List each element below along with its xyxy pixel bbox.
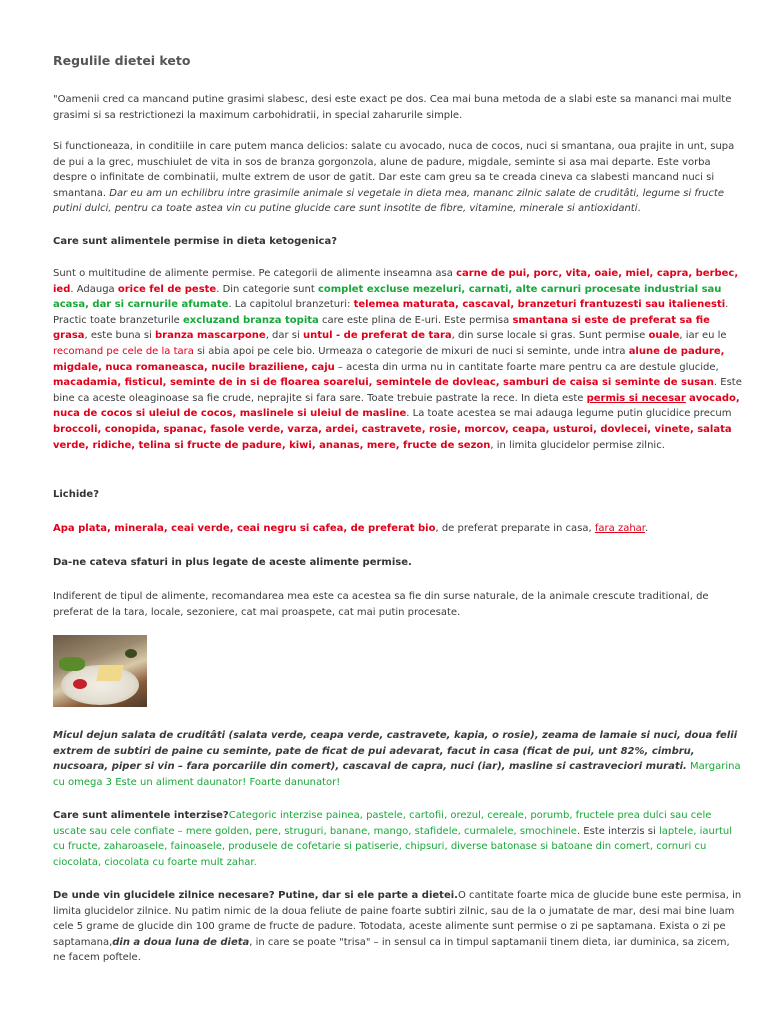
text-segment: . Practic toate branzeturile xyxy=(53,299,729,326)
photo-olive xyxy=(125,649,137,658)
text-segment: "Oamenii cred ca mancand putine grasimi slabesc, desi este exact pe dos. Cea mai buna metoda de a slabi este sa mananci mai multe grasimi si sa restrictionezi la maximum carbohidratii, in special zaharurile simple. xyxy=(53,94,732,121)
section-heading-q-liquids xyxy=(53,487,745,503)
text-segment: alune de padure, migdale, nuca romaneasca, nucile braziliene, caju xyxy=(53,345,725,373)
inline-link[interactable]: fara zahar xyxy=(594,523,645,534)
text-segment: Care sunt alimentele interzise? xyxy=(53,810,229,821)
text-segment: Lichide? xyxy=(53,489,100,500)
text-segment: complet excluse mezeluri, carnati, alte carnuri procesate industrial sau acasa, dar si carnurile afumate xyxy=(53,283,722,311)
text-segment: avocado, nuca de cocos si uleiul de cocos, maslinele si uleiul de masline xyxy=(53,392,740,420)
text-segment: , de preferat preparate in casa, xyxy=(435,523,595,534)
text-segment: Micul dejun salata de cruditâti (salata verde, ceapa verde, castravete, kapia, o rosie), zeama de lamaie si nuci, doua felii extrem de subtiri de paine cu seminte, pate de ficat de pui adevarat, facut in casa (ficat de pui, unt 82%, cimbru, nucsoara, piper si vin – fara porcariile din comert), cascaval de capra, nuci (iar), masline si castraveciori murati. xyxy=(53,730,738,773)
paragraph-breakfast xyxy=(53,728,745,790)
text-segment: – acesta din urma nu in cantitate foarte mare pentru ca are destule glucide, xyxy=(334,361,719,373)
text-segment: carne de pui, porc, vita, oaie, miel, capra, berbec, ied xyxy=(53,268,739,295)
text-segment: . La capitolul branzeturi: xyxy=(228,299,354,311)
paragraph-how-it-works xyxy=(53,139,745,217)
section-heading-q-tips xyxy=(53,555,745,571)
text-segment: . xyxy=(637,203,641,215)
text-segment: orice fel de peste xyxy=(117,283,217,295)
text-segment: broccoli, conopida, spanac, fasole verde, varza, ardei, castravete, rosie, morcov, ceapa, usturoi, dovlecei, vinete, salata verde, ridiche, telina si fructe de padure, kiwi, ananas, mere, fructe de sezon xyxy=(53,423,732,451)
text-segment: De unde vin glucidele zilnice necesare? Putine, dar si ele parte a dietei. xyxy=(53,890,458,901)
breakfast-photo xyxy=(53,635,147,707)
photo-greens xyxy=(59,657,85,671)
paragraph-forbidden xyxy=(53,808,745,870)
text-segment: Si functioneaza, in conditiile in care putem manca delicios: salate cu avocado, nuca de cocos, nuci si smantana, oua prajite in unt, supa de pui a la grec, muschiulet de vita in sos de branza gorgonzola, alune de padure, migdale, seminte si asa mai departe. Este vorba despre o infinitate de combinatii, multe extrem de usor de gatit. Dar este cam greu sa te creada cineva ca slabesti mancand nuci si smantana. xyxy=(53,141,735,199)
text-segment: Da-ne cateva sfaturi in plus legate de aceste alimente permise. xyxy=(53,557,412,568)
text-segment: Care sunt alimentele permise in dieta ketogenica? xyxy=(53,236,338,247)
text-segment: . xyxy=(645,523,649,534)
text-segment: , in limita glucidelor permise zilnic. xyxy=(490,439,665,451)
text-segment: , iar eu le xyxy=(679,330,727,342)
text-segment: , din surse locale si gras. Sunt permise xyxy=(451,330,649,342)
text-segment: Apa plata, minerala, ceai verde, ceai negru si cafea, de preferat bio xyxy=(53,523,436,534)
article-title: Regulile dietei keto xyxy=(53,53,191,68)
text-segment: din a doua luna de dieta xyxy=(112,936,250,948)
text-segment: care este plina de E-uri. Este permisa xyxy=(318,314,513,326)
section-heading-q-allowed xyxy=(53,234,745,250)
text-segment: Categoric interzise painea, pastele, cartofii, orezul, cereale, porumb, fructele prea dulci sau cele uscate sau cele confiate – mere golden, pere, struguri, banane, mango, stafidele, curmalele, smochinele xyxy=(53,810,712,837)
text-segment: . Este interzis si xyxy=(576,825,659,837)
text-segment: , este buna si xyxy=(84,330,156,342)
text-segment: branza mascarpone xyxy=(155,330,266,342)
text-segment: smantana si este de preferat sa fie grasa xyxy=(53,314,710,342)
text-segment: telemea maturata, cascaval, branzeturi frantuzesti sau italienesti xyxy=(353,299,726,311)
text-segment: , dar si xyxy=(265,330,303,342)
text-segment: O cantitate foarte mica de glucide bune este permisa, in limita glucidelor zilnice. Nu patim nimic de la doua feliute de paine foarte subtiri zilnic, sau de la o jumatate de mar, desi mai bine luam cele 5 grame de glucide din 100 grame de fructe de padure. Totodata, aceste alimente sunt permise o zi pe saptamana. Exista o zi pe saptamana, xyxy=(53,890,742,948)
text-segment: Margarina cu omega 3 Este un aliment daunator! Foarte danunator! xyxy=(53,761,741,788)
text-segment: Sunt o multitudine de alimente permise. Pe categorii de alimente inseamna asa xyxy=(53,268,457,279)
photo-cheese xyxy=(96,665,123,681)
text-segment: . Adauga xyxy=(70,283,118,295)
text-segment: . Este bine ca aceste oleaginoase sa fie crude, neprajite si fara sare. Toate trebuie pastrate la rece. In dieta este xyxy=(53,377,742,404)
text-segment: macadamia, fisticul, seminte de in si de floarea soarelui, semintele de dovleac, samburi de caisa si seminte de susan xyxy=(53,377,714,389)
paragraph-liquids xyxy=(53,521,745,537)
text-segment: ouale xyxy=(648,330,680,342)
text-segment: Indiferent de tipul de alimente, recomandarea mea este ca acestea sa fie din surse naturale, de la animale crescute traditional, de preferat de la tara, locale, sezoniere, cat mai proaspete, cat mai putin procesate. xyxy=(53,591,709,618)
paragraph-intro xyxy=(53,92,745,123)
text-segment: , in care se poate "trisa" – in sensul ca in timpul saptamanii tinem dieta, iar duminica, sa zicem, ne facem poftele. xyxy=(53,936,730,964)
text-segment: . Din categorie sunt xyxy=(216,283,318,295)
paragraph-allowed-foods xyxy=(53,266,745,453)
text-segment: laptele, iaurtul cu fructe, zaharoasele, fainoasele, produsele de cofetarie si patiserie, chipsuri, diverse batonase si batoane din comert, cornuri cu ciocolata, ciocolata cu foarte mult zahar. xyxy=(53,825,732,868)
paragraph-daily-carbs xyxy=(53,888,745,966)
text-segment: excluzand branza topita xyxy=(182,314,319,326)
paragraph-tips xyxy=(53,589,745,620)
text-segment: si abia apoi pe cele bio. Urmeaza o categorie de mixuri de nuci si seminte, unde intra xyxy=(193,345,629,357)
text-segment: . La toate acestea se mai adauga legume putin glucidice precum xyxy=(406,408,732,420)
text-segment: untul - de preferat de tara xyxy=(302,330,452,342)
photo-tomato xyxy=(73,679,87,689)
text-segment: recomand pe cele de la tara xyxy=(53,345,194,357)
text-segment: Dar eu am un echilibru intre grasimile animale si vegetale in dieta mea, mananc zilnic salate de cruditâti, legume si fructe putini dulci, pentru ca toate astea vin cu putine glucide care sunt insotite de fibre, vitamine, minerale si antioxidanti xyxy=(53,187,724,215)
inline-link[interactable]: permis si necesar xyxy=(586,392,686,404)
